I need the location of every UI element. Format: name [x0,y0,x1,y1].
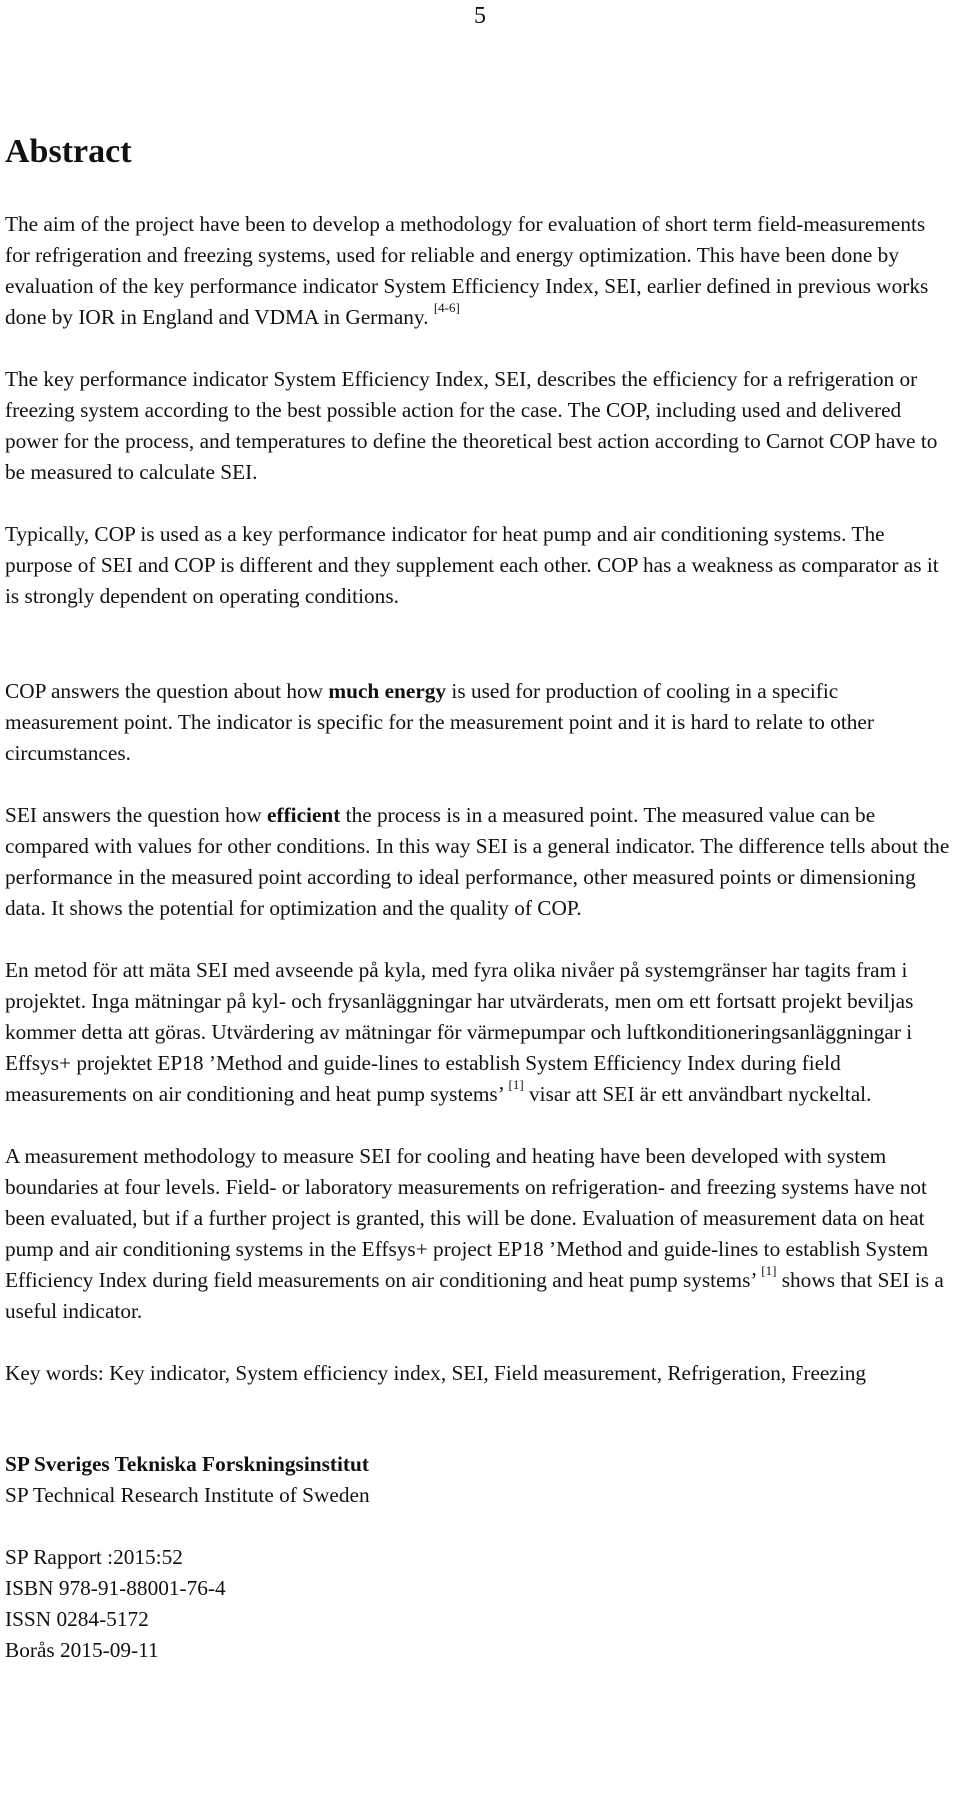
paragraph-english-summary [5,1141,955,1327]
report-meta-block [5,1542,955,1666]
paragraph-cop-usage: Typically, COP is used as a key performance indicator for heat pump and air conditioning systems. The purpose of SEI and COP is different and they supplement each other. COP has a weakness as comparator as it is strongly dependent on operating conditions. [5,522,939,608]
organization-block [5,1449,955,1511]
text-segment: the process is in a measured point. The measured value can be compared with values for other conditions. In this way SEI is a general indicator. The difference tells about the performance in the measured point according to ideal performance, other measured points or dimensioning data. It shows the potential for optimization and the quality of COP. [5,803,950,920]
text-segment: is used for production of cooling in a specific measurement point. The indicator is specific for the measurement point and it is hard to relate to other circumstances. [5,679,874,765]
citation-ref: [1] [761,1263,777,1278]
citation-ref: [1] [508,1077,524,1092]
text-segment: visar att SEI är ett användbart nyckeltal. [523,1082,872,1106]
paragraph-cop-answers [5,676,955,769]
paragraph-keywords: Key words: Key indicator, System efficiency index, SEI, Field measurement, Refrigeration, Freezing [5,1361,867,1385]
page-number: 5 [474,3,486,29]
paragraph-swedish-summary [5,955,955,1110]
organization-name-english: SP Technical Research Institute of Sweden [5,1483,370,1507]
isbn: ISBN 978-91-88001-76-4 [5,1576,226,1600]
document-body [5,132,955,1666]
emphasis-text: efficient [267,803,341,827]
paragraph-sei-answers [5,800,955,924]
text-segment: A measurement methodology to measure SEI for cooling and heating have been developed with system boundaries at four levels. Field- or laboratory measurements on refrigeration- and freezing systems have not been evaluated, but if a further project is granted, this will be done. Evaluation of measurement data on heat pump and air conditioning systems in the Effsys+ project EP18 ’Method and guide-lines to establish System Efficiency Index during field measurements on air conditioning and heat pump systems’ [5,1144,929,1292]
citation-ref: [4-6] [433,300,460,315]
report-number: SP Rapport :2015:52 [5,1545,183,1569]
paragraph-aim [5,209,955,333]
abstract-heading: Abstract [5,133,132,170]
text-segment: En metod för att mäta SEI med avseende på kyla, med fyra olika nivåer på systemgränser har tagits fram i projektet. Inga mätningar på kyl- och frysanläggningar har utvärderats, men om ett fortsatt projekt beviljas kommer detta att göras. Utvärdering av mätningar för värmepumpar och luftkonditioneringsanläggningar i Effsys+ projektet EP18 ’Method and guide-lines to establish System Efficiency Index during field measurements on air conditioning and heat pump systems’ [5,958,914,1106]
place-date: Borås 2015-09-11 [5,1638,159,1662]
organization-name-swedish: SP Sveriges Tekniska Forskningsinstitut [5,1452,369,1476]
paragraph-sei-definition: The key performance indicator System Efficiency Index, SEI, describes the efficiency for a refrigeration or freezing system according to the best possible action for the case. The COP, including used and delivered power for the process, and temperatures to define the theoretical best action according to Carnot COP have to be measured to calculate SEI. [5,367,938,484]
text-segment: SEI answers the question how [5,803,268,827]
paragraph-aim-text: The aim of the project have been to develop a methodology for evaluation of short term field-measurements for refrigeration and freezing systems, used for reliable and energy optimization. This have been done by evaluation of the key performance indicator System Efficiency Index, SEI, earlier defined in previous works done by IOR in England and VDMA in Germany. [5,212,929,329]
issn: ISSN 0284-5172 [5,1607,149,1631]
text-segment: COP answers the question about how [5,679,329,703]
text-segment: shows that SEI is a useful indicator. [5,1268,944,1323]
emphasis-text: much energy [328,679,447,703]
